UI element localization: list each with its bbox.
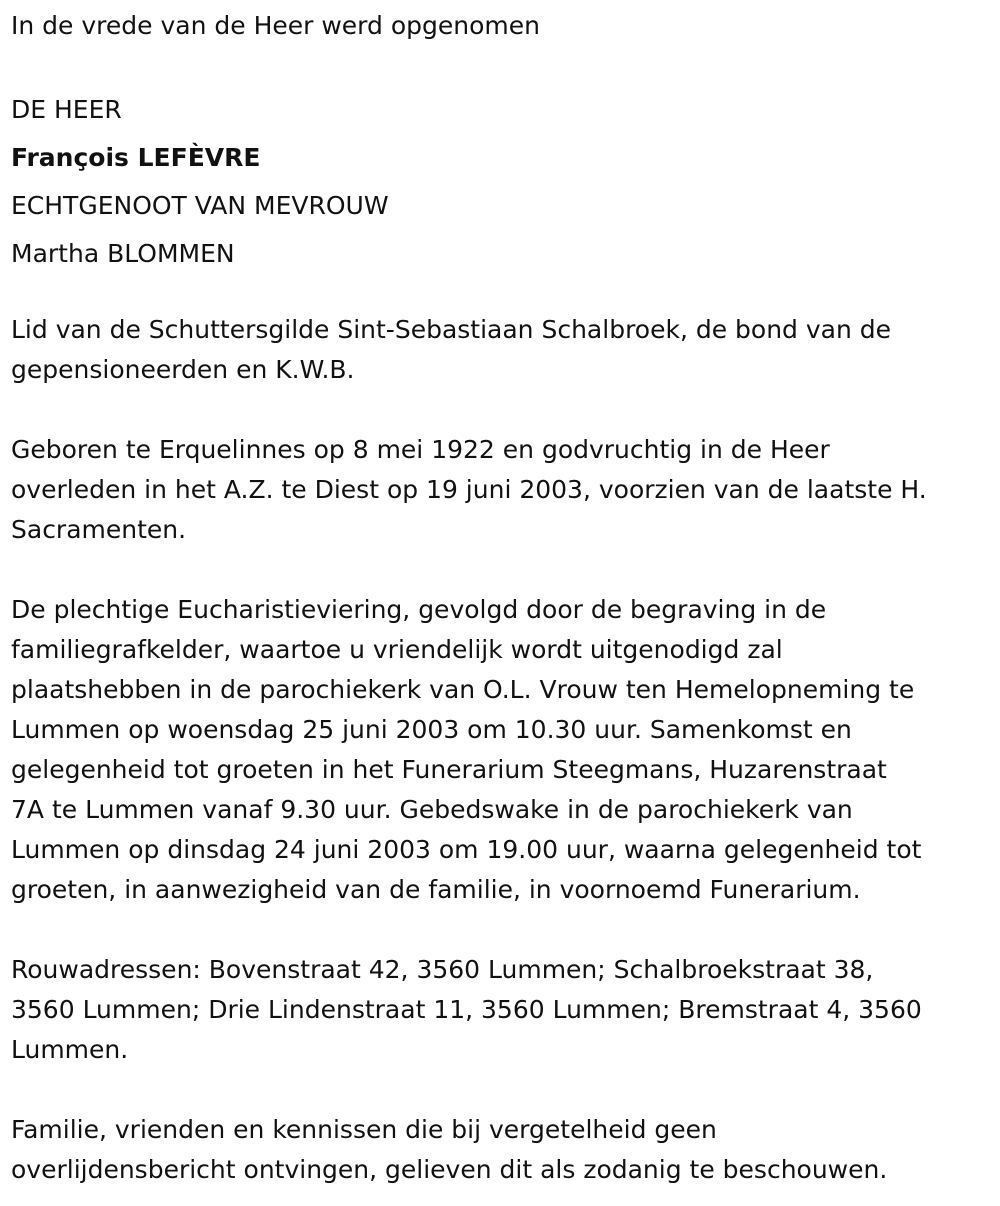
ceremony-line: Lummen op woensdag 25 juni 2003 om 10.30 uur. Samenkomst en	[11, 715, 852, 744]
birth-death-line: overleden in het A.Z. te Diest op 19 juni 2003, voorzien van de laatste H.	[11, 475, 927, 504]
salutation: DE HEER	[11, 95, 122, 124]
ceremony-line: plaatshebben in de parochiekerk van O.L. Vrouw ten Hemelopneming te	[11, 675, 915, 704]
membership-line: Lid van de Schuttersgilde Sint-Sebastiaan Schalbroek, de bond van de	[11, 315, 892, 344]
ceremony-line: De plechtige Eucharistieviering, gevolgd door de begraving in de	[11, 595, 827, 624]
ceremony-line: groeten, in aanwezigheid van de familie, in voornoemd Funerarium.	[11, 875, 861, 904]
address-line: Lummen.	[11, 1035, 129, 1064]
spouse-label: ECHTGENOOT VAN MEVROUW	[11, 191, 389, 220]
spouse-name: Martha BLOMMEN	[11, 239, 235, 268]
birth-death-line: Sacramenten.	[11, 515, 187, 544]
closing-line: overlijdensbericht ontvingen, gelieven dit als zodanig te beschouwen.	[11, 1155, 888, 1184]
birth-death-line: Geboren te Erquelinnes op 8 mei 1922 en godvruchtig in de Heer	[11, 435, 830, 464]
closing-line: Familie, vrienden en kennissen die bij vergetelheid geen	[11, 1115, 717, 1144]
addresses-paragraph	[11, 950, 990, 1070]
ceremony-paragraph	[11, 590, 990, 910]
membership-line: gepensioneerden en K.W.B.	[11, 355, 355, 384]
deceased-header	[11, 86, 990, 278]
deceased-name: François LEFÈVRE	[11, 143, 261, 172]
membership-paragraph	[11, 310, 990, 390]
ceremony-line: 7A te Lummen vanaf 9.30 uur. Gebedswake in de parochiekerk van	[11, 795, 853, 824]
birth-death-paragraph	[11, 430, 990, 550]
address-line: Rouwadressen: Bovenstraat 42, 3560 Lummen; Schalbroekstraat 38,	[11, 955, 874, 984]
ceremony-line: Lummen op dinsdag 24 juni 2003 om 19.00 uur, waarna gelegenheid tot	[11, 835, 922, 864]
address-line: 3560 Lummen; Drie Lindenstraat 11, 3560 Lummen; Bremstraat 4, 3560	[11, 995, 922, 1024]
ceremony-line: gelegenheid tot groeten in het Funerarium Steegmans, Huzarenstraat	[11, 755, 887, 784]
intro-line: In de vrede van de Heer werd opgenomen	[11, 11, 540, 40]
closing-paragraph	[11, 1110, 990, 1190]
ceremony-line: familiegrafkelder, waartoe u vriendelijk wordt uitgenodigd zal	[11, 635, 783, 664]
